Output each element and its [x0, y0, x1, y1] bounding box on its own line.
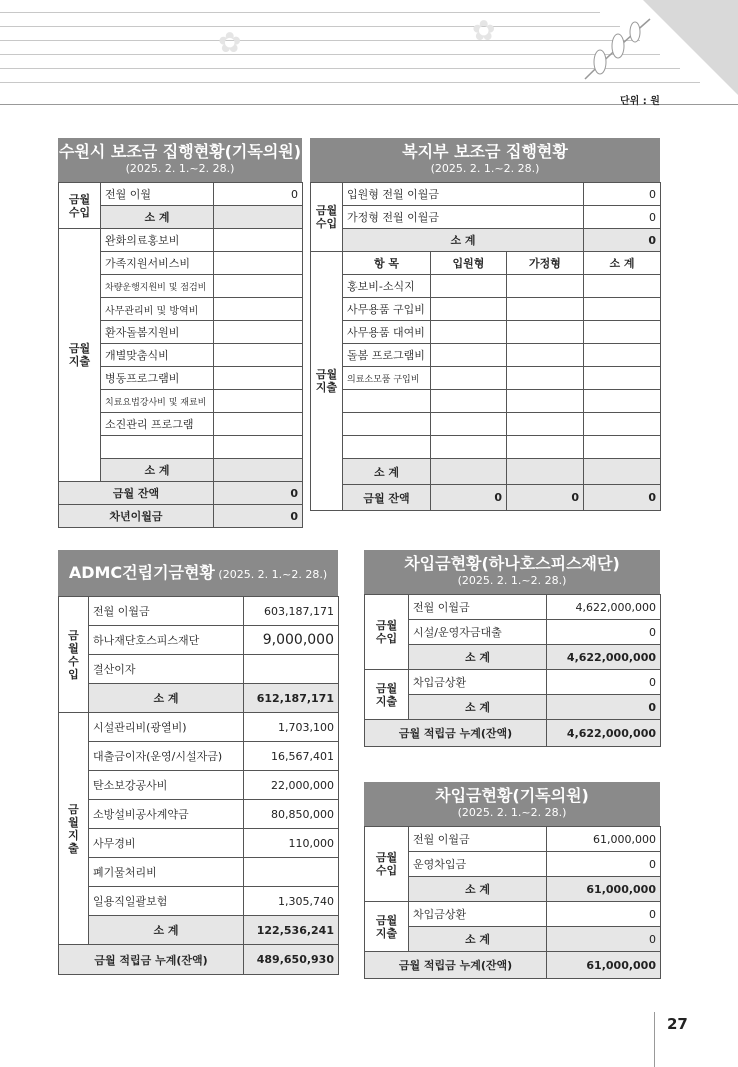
suwon-header [58, 138, 302, 182]
row-item: 사무용품 구입비 [343, 298, 431, 321]
loan-gidok-table [364, 782, 660, 979]
welfare-period: (2025. 2. 1.~2. 28.) [430, 162, 540, 175]
total-label: 금월 적립금 누계(잔액) [59, 945, 244, 975]
row-item: 사무관리비 및 방역비 [101, 298, 214, 321]
row-item: 폐기물처리비 [89, 858, 244, 887]
balance-label: 금월 잔액 [59, 482, 214, 505]
row-value: 80,850,000 [244, 800, 339, 829]
subtotal-value: 4,622,000,000 [547, 645, 661, 670]
table-row [365, 620, 661, 645]
row-item: 차량운행지원비 및 점검비 [101, 275, 214, 298]
table-row [365, 645, 661, 670]
row-value [214, 321, 303, 344]
subtotal-label: 소 계 [409, 877, 547, 902]
row-item: 일용직일괄보험 [89, 887, 244, 916]
expense-label: 금월 지출 [59, 713, 89, 945]
column-header: 소 계 [584, 252, 661, 275]
row-item: 완화의료홍보비 [101, 229, 214, 252]
admc-title: ADMC건립기금현황 [68, 563, 215, 582]
suwon-title: 수원시 보조금 집행현황(기독의원) [58, 142, 302, 161]
expense-label: 금월 지출 [311, 252, 343, 511]
row-value: 0 [584, 206, 661, 229]
subtotal-value [214, 206, 303, 229]
row-value: 16,567,401 [244, 742, 339, 771]
subtotal-label: 소 계 [409, 695, 547, 720]
row-item: 가족지원서비스비 [101, 252, 214, 275]
table-row [59, 800, 339, 829]
subtotal-label: 소 계 [409, 927, 547, 952]
page-number-rule [654, 1012, 655, 1067]
income-label: 금월 수입 [59, 597, 89, 713]
table-row [59, 655, 339, 684]
table-row [59, 742, 339, 771]
row-item [343, 413, 431, 436]
row-value [214, 436, 303, 459]
column-header: 입원형 [431, 252, 507, 275]
subtotal-value [214, 459, 303, 482]
table-row [311, 183, 661, 206]
row-item: 소방설비공사계약금 [89, 800, 244, 829]
loan-hana-period: (2025. 2. 1.~2. 28.) [457, 574, 567, 587]
loan-gidok-period: (2025. 2. 1.~2. 28.) [457, 806, 567, 819]
table-row [59, 626, 339, 655]
row-value: 61,000,000 [547, 827, 661, 852]
row-item: 사무경비 [89, 829, 244, 858]
row-value [244, 858, 339, 887]
row-value: 0 [547, 670, 661, 695]
loan-hana-title: 차입금현황(하나호스피스재단) [404, 554, 620, 573]
income-label: 금월 수입 [365, 595, 409, 670]
row-item: 전월 이월금 [409, 827, 547, 852]
row-item: 운영차입금 [409, 852, 547, 877]
table-row [311, 321, 661, 344]
subtotal-label: 소 계 [101, 206, 214, 229]
table-row [311, 436, 661, 459]
total-value: 4,622,000,000 [547, 720, 661, 747]
balance-label: 금월 잔액 [343, 485, 431, 511]
table-header-row [311, 252, 661, 275]
table-row [311, 390, 661, 413]
expense-label: 금월 지출 [365, 902, 409, 952]
total-value: 61,000,000 [547, 952, 661, 979]
row-value [214, 413, 303, 436]
total-value: 489,650,930 [244, 945, 339, 975]
row-value: 110,000 [244, 829, 339, 858]
decor-line [0, 26, 620, 27]
loan-gidok-header [364, 782, 660, 826]
table-row [59, 771, 339, 800]
loan-hana-table [364, 550, 660, 747]
row-item: 전월 이월금 [409, 595, 547, 620]
decor-line [0, 54, 660, 55]
row-value: 22,000,000 [244, 771, 339, 800]
flower-icon: ✿ [472, 14, 496, 47]
table-row [365, 902, 661, 927]
column-header: 가정형 [507, 252, 584, 275]
row-value: 4,622,000,000 [547, 595, 661, 620]
subtotal-value: 0 [547, 695, 661, 720]
row-value: 1,305,740 [244, 887, 339, 916]
table-row [59, 858, 339, 887]
balance-value: 0 [584, 485, 661, 511]
total-label: 금월 적립금 누계(잔액) [365, 720, 547, 747]
admc-period: (2025. 2. 1.~2. 28.) [218, 568, 328, 581]
row-item: 사무용품 대여비 [343, 321, 431, 344]
row-item: 하나재단호스피스재단 [89, 626, 244, 655]
row-value [214, 229, 303, 252]
table-row [311, 229, 661, 252]
row-item: 시설관리비(광열비) [89, 713, 244, 742]
table-row [311, 344, 661, 367]
table-row [365, 852, 661, 877]
subtotal-value: 0 [584, 229, 661, 252]
row-item: 대출금이자(운영/시설자금) [89, 742, 244, 771]
row-value: 0 [214, 183, 303, 206]
row-value [214, 298, 303, 321]
expense-label: 금월 지출 [365, 670, 409, 720]
carry-value: 0 [214, 505, 303, 528]
column-header: 항 목 [343, 252, 431, 275]
row-value: 0 [547, 620, 661, 645]
row-value: 0 [584, 183, 661, 206]
leaf-branch-icon [580, 14, 660, 87]
table-row [59, 945, 339, 975]
row-item: 입원형 전월 이월금 [343, 183, 584, 206]
subtotal-value: 61,000,000 [547, 877, 661, 902]
row-value: 0 [547, 902, 661, 927]
income-label: 금월 수입 [59, 183, 101, 229]
table-row [59, 684, 339, 713]
balance-value: 0 [507, 485, 584, 511]
row-value: 0 [547, 852, 661, 877]
row-value [214, 367, 303, 390]
table-row [365, 927, 661, 952]
decor-line [0, 40, 640, 41]
row-value: 9,000,000 [244, 626, 339, 655]
subtotal-label: 소 계 [89, 916, 244, 945]
balance-value: 0 [431, 485, 507, 511]
welfare-title: 복지부 보조금 집행현황 [402, 142, 568, 161]
row-item: 소진관리 프로그램 [101, 413, 214, 436]
table-row [59, 183, 303, 206]
table-row [311, 459, 661, 485]
table-row [59, 482, 303, 505]
table-row [365, 877, 661, 902]
row-item: 차입금상환 [409, 902, 547, 927]
table-row [59, 829, 339, 858]
subtotal-value: 0 [547, 927, 661, 952]
table-row [311, 413, 661, 436]
table-row [59, 229, 303, 252]
balance-value: 0 [214, 482, 303, 505]
row-item: 차입금상환 [409, 670, 547, 695]
row-item: 탄소보강공사비 [89, 771, 244, 800]
unit-label: 단위 : 원 [620, 96, 660, 107]
table-row [365, 670, 661, 695]
suwon-subsidy-table [58, 138, 302, 528]
welfare-subsidy-table [310, 138, 660, 511]
row-item: 가정형 전월 이월금 [343, 206, 584, 229]
row-item [343, 390, 431, 413]
row-item: 개별맞춤식비 [101, 344, 214, 367]
income-label: 금월 수입 [311, 183, 343, 252]
subtotal-label: 소 계 [343, 459, 431, 485]
row-item [101, 436, 214, 459]
table-row [311, 206, 661, 229]
row-item: 치료요법강사비 및 재료비 [101, 390, 214, 413]
table-row [365, 827, 661, 852]
row-item: 병동프로그램비 [101, 367, 214, 390]
row-item: 의료소모품 구입비 [343, 367, 431, 390]
table-row [311, 485, 661, 511]
row-value: 603,187,171 [244, 597, 339, 626]
income-label: 금월 수입 [365, 827, 409, 902]
flower-icon: ✿ [218, 26, 242, 59]
table-row [311, 298, 661, 321]
subtotal-value: 122,536,241 [244, 916, 339, 945]
row-item: 홍보비-소식지 [343, 275, 431, 298]
table-row [365, 595, 661, 620]
table-row [59, 597, 339, 626]
total-label: 금월 적립금 누계(잔액) [365, 952, 547, 979]
table-row [59, 916, 339, 945]
expense-label: 금월 지출 [59, 229, 101, 482]
row-item: 시설/운영자금대출 [409, 620, 547, 645]
subtotal-label: 소 계 [343, 229, 584, 252]
row-value [214, 390, 303, 413]
row-value: 1,703,100 [244, 713, 339, 742]
table-row [311, 367, 661, 390]
row-item: 전월 이월금 [89, 597, 244, 626]
row-value [214, 275, 303, 298]
carry-label: 차년이월금 [59, 505, 214, 528]
table-row [59, 887, 339, 916]
row-value [244, 655, 339, 684]
row-value [214, 344, 303, 367]
subtotal-label: 소 계 [89, 684, 244, 713]
table-row [59, 713, 339, 742]
table-row [59, 505, 303, 528]
row-item: 결산이자 [89, 655, 244, 684]
table-row [311, 275, 661, 298]
table-row [365, 720, 661, 747]
row-item [343, 436, 431, 459]
table-row [365, 952, 661, 979]
subtotal-label: 소 계 [409, 645, 547, 670]
subtotal-value: 612,187,171 [244, 684, 339, 713]
row-item: 돌봄 프로그램비 [343, 344, 431, 367]
loan-gidok-title: 차입금현황(기독의원) [435, 786, 589, 805]
row-item: 환자돌봄지원비 [101, 321, 214, 344]
admc-header [58, 550, 338, 596]
suwon-period: (2025. 2. 1.~2. 28.) [125, 162, 235, 175]
table-row [365, 695, 661, 720]
admc-fund-table [58, 550, 338, 975]
subtotal-label: 소 계 [101, 459, 214, 482]
page-number: 27 [667, 1015, 688, 1033]
decor-line [0, 12, 600, 13]
row-value [214, 252, 303, 275]
decor-line [0, 68, 680, 69]
loan-hana-header [364, 550, 660, 594]
welfare-header [310, 138, 660, 182]
row-item: 전월 이월 [101, 183, 214, 206]
